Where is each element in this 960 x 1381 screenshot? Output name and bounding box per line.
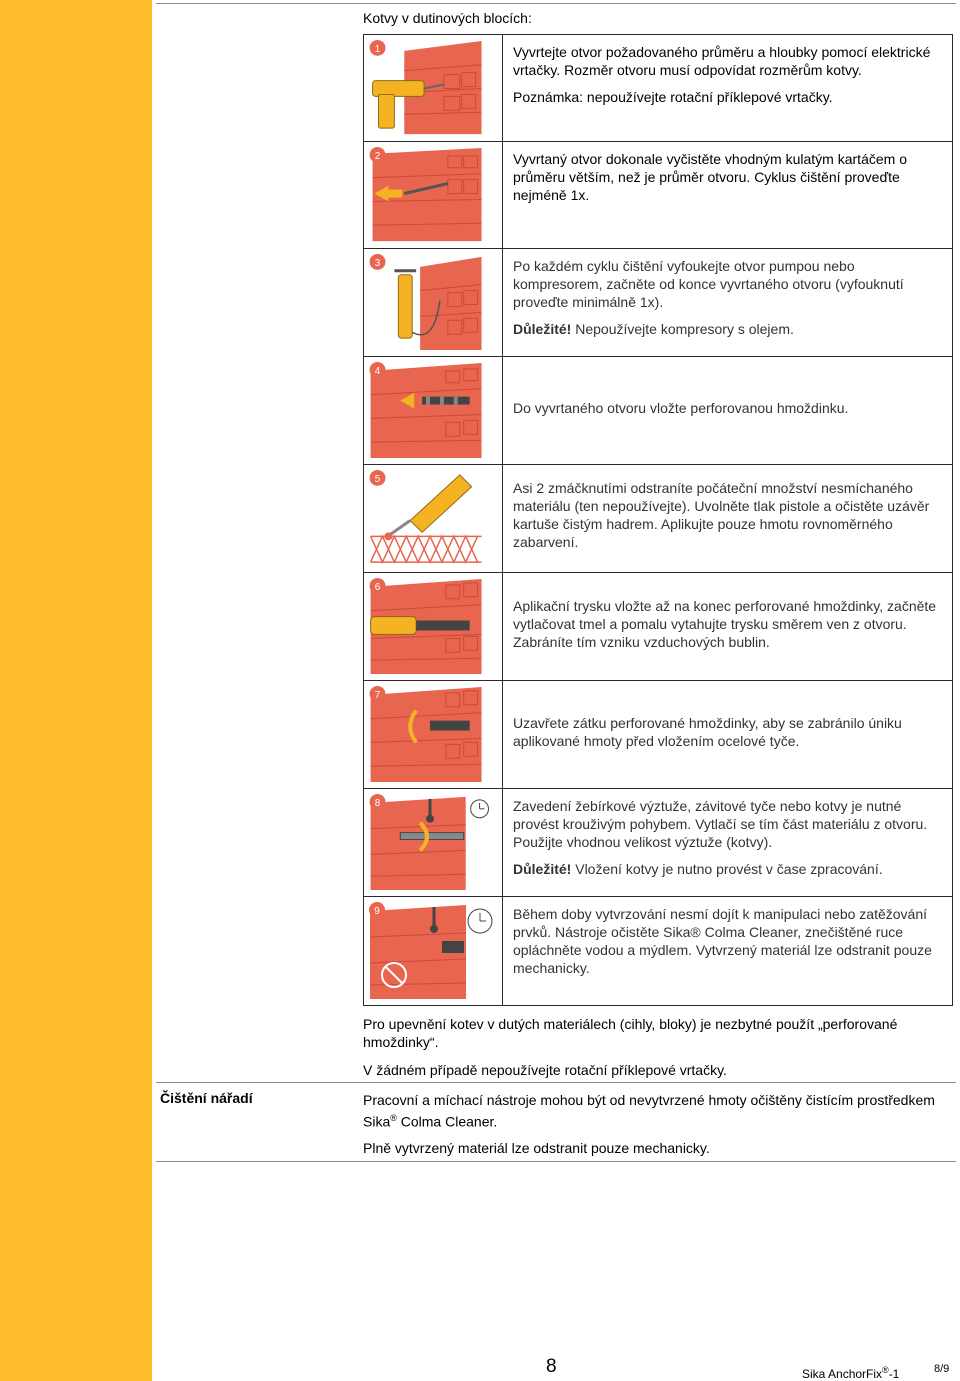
step-7-paragraph-1: Uzavřete zátku perforované hmoždinky, aby se zabránilo úniku aplikované hmoty před vložením ocelové tyče. [513, 715, 902, 749]
step-8-text [503, 789, 952, 896]
step-3-important-text: Nepoužívejte kompresory s olejem. [571, 321, 794, 337]
step-1-text [503, 35, 952, 141]
step-9-number: 9 [374, 906, 380, 917]
cleaning-rule [156, 1082, 956, 1083]
note-no-hammer-drill [363, 1061, 943, 1079]
step-2-illustration [364, 142, 503, 248]
note-1: Pro upevnění kotev v dutých materiálech (cihly, bloky) je nezbytné použít „perforované hmoždinky“. [363, 1016, 898, 1050]
note-2: V žádném případě nepoužívejte rotační příklepové vrtačky. [363, 1062, 727, 1078]
step-3-illustration [364, 249, 503, 356]
step-9-illustration [364, 897, 503, 1005]
step-8-number: 8 [374, 797, 381, 809]
step-4-illustration [364, 357, 503, 464]
step-5 [364, 465, 952, 573]
cleaning-text-block-2 [363, 1139, 943, 1157]
top-rule [156, 3, 956, 4]
step-5-paragraph-1: Asi 2 zmáčknutími odstraníte počáteční množství nesmíchaného materiálu (ten nepoužívejte). Uvolněte tlak pistole a očistěte uzávěr kartuše čistým hadrem. Aplikujte pouze hmotu rovnoměrného zabarvení. [513, 480, 930, 550]
step-4-paragraph-1: Do vyvrtaného otvoru vložte perforovanou hmoždinku. [513, 400, 849, 416]
cleaning-bottom-rule [156, 1161, 956, 1162]
note-perforated-sleeve [363, 1015, 943, 1051]
step-5-number: 5 [374, 473, 381, 485]
step-7-illustration [364, 681, 503, 788]
footer-reg-mark: ® [882, 1365, 889, 1375]
step-1-paragraph-1: Vyvrtejte otvor požadovaného průměru a hloubky pomocí elektrické vrtačky. Rozměr otvoru musí odpovídat rozměrům kotvy. [513, 44, 931, 78]
footer-product-suffix: -1 [888, 1367, 900, 1381]
step-1-illustration [364, 35, 503, 141]
pump-illustration-icon [364, 249, 502, 356]
drill-illustration-icon [364, 35, 502, 141]
step-9-text-part-2: ® Colma Cleaner, znečištěné ruce opláchněte vodou a mýdlem. Vytvrzený materiál lze odstranit pouze mechanicky. [513, 924, 932, 976]
step-6-number: 6 [374, 581, 381, 593]
step-2-number: 2 [374, 150, 381, 162]
step-3-text [503, 249, 952, 356]
curing-illustration-icon [364, 897, 502, 1005]
cleaning-text-2: Plně vytvrzený materiál lze odstranit pouze mechanicky. [363, 1140, 710, 1156]
step-3-paragraph-1: Po každém cyklu čištění vyfoukejte otvor pumpou nebo kompresorem, začněte od konce vyvrtaného otvoru (vyfouknutí proveďte minimálně 1x). [513, 258, 904, 310]
step-3-number: 3 [374, 257, 381, 269]
cleaning-text-part-1: Pracovní a míchací nástroje mohou být od nevytvrzené hmoty očištěny čistícím prostředkem Sika [363, 1092, 935, 1130]
footer-product-name [802, 1365, 899, 1381]
step-6-text [503, 573, 952, 680]
step-3-important-label: Důležité! [513, 321, 572, 337]
step-8-paragraph-1: Zavedení žebírkové výztuže, závitové tyče nebo kotvy je nutné provést krouživým pohybem. Vytlačí se tím část materiálu z otvoru. Použijte vhodnou velikost výztuže (kotvy). [513, 798, 928, 850]
step-8 [364, 789, 952, 897]
step-6-illustration [364, 573, 503, 680]
footer-page-number: 8 [546, 1356, 557, 1377]
step-7-number: 7 [374, 689, 381, 701]
step-4-text [503, 357, 858, 464]
footer-product-text: Sika AnchorFix [802, 1367, 883, 1381]
step-4 [364, 357, 952, 465]
step-1-paragraph-2: Poznámka: nepoužívejte rotační příklepové vrtačky. [513, 89, 833, 105]
step-2-text [503, 142, 952, 248]
step-1-number: 1 [374, 43, 381, 55]
step-2 [364, 142, 952, 249]
step-8-important-text: Vložení kotvy je nutno provést v čase zpracování. [571, 861, 883, 877]
step-6 [364, 573, 952, 681]
cartridge-illustration-icon [364, 465, 502, 572]
steps-table [363, 34, 953, 1006]
sidebar-bar [0, 0, 152, 1381]
sleeve-illustration-icon [364, 357, 502, 464]
step-7-text [503, 681, 952, 788]
step-9-paragraph-1 [513, 905, 942, 977]
step-9-text [503, 897, 952, 1005]
step-2-paragraph-1: Vyvrtaný otvor dokonale vyčistěte vhodným kulatým kartáčem o průměru větším, než je průměr otvoru. Cyklus čištění proveďte nejméně 1x. [513, 151, 907, 203]
cleaning-text-block [363, 1091, 943, 1131]
step-5-text [503, 465, 952, 572]
cleaning-label: Čištění nářadí [160, 1090, 253, 1106]
step-4-number: 4 [374, 365, 381, 377]
cleaning-text-1 [363, 1091, 943, 1131]
step-3 [364, 249, 952, 357]
brush-illustration-icon [364, 142, 502, 248]
section-title: Kotvy v dutinových blocích: [363, 10, 532, 26]
step-6-paragraph-1: Aplikační trysku vložte až na konec perforované hmoždinky, začněte vytlačovat tmel a pomalu vytahujte trysku směrem ven z otvoru. Zabráníte tím vzniku vzduchových bublin. [513, 598, 937, 650]
step-8-important-line [513, 860, 942, 878]
footer-page-ratio: 8/9 [934, 1363, 950, 1375]
step-9 [364, 897, 952, 1005]
step-7 [364, 681, 952, 789]
step-3-important-line [513, 320, 942, 338]
step-8-important-label: Důležité! [513, 861, 572, 877]
rod-insert-illustration-icon [364, 789, 502, 896]
injection-illustration-icon [364, 573, 502, 680]
step-1 [364, 35, 952, 142]
step-8-illustration [364, 789, 503, 896]
step-5-illustration [364, 465, 503, 572]
plug-illustration-icon [364, 681, 502, 788]
cleaning-reg-mark: ® [390, 1113, 397, 1123]
cleaning-text-part-2: Colma Cleaner. [396, 1113, 498, 1130]
step-9-text-part-1: Během doby vytvrzování nesmí dojít k manipulaci nebo zatěžování prvků. Nástroje očistěte Sika [513, 906, 927, 940]
